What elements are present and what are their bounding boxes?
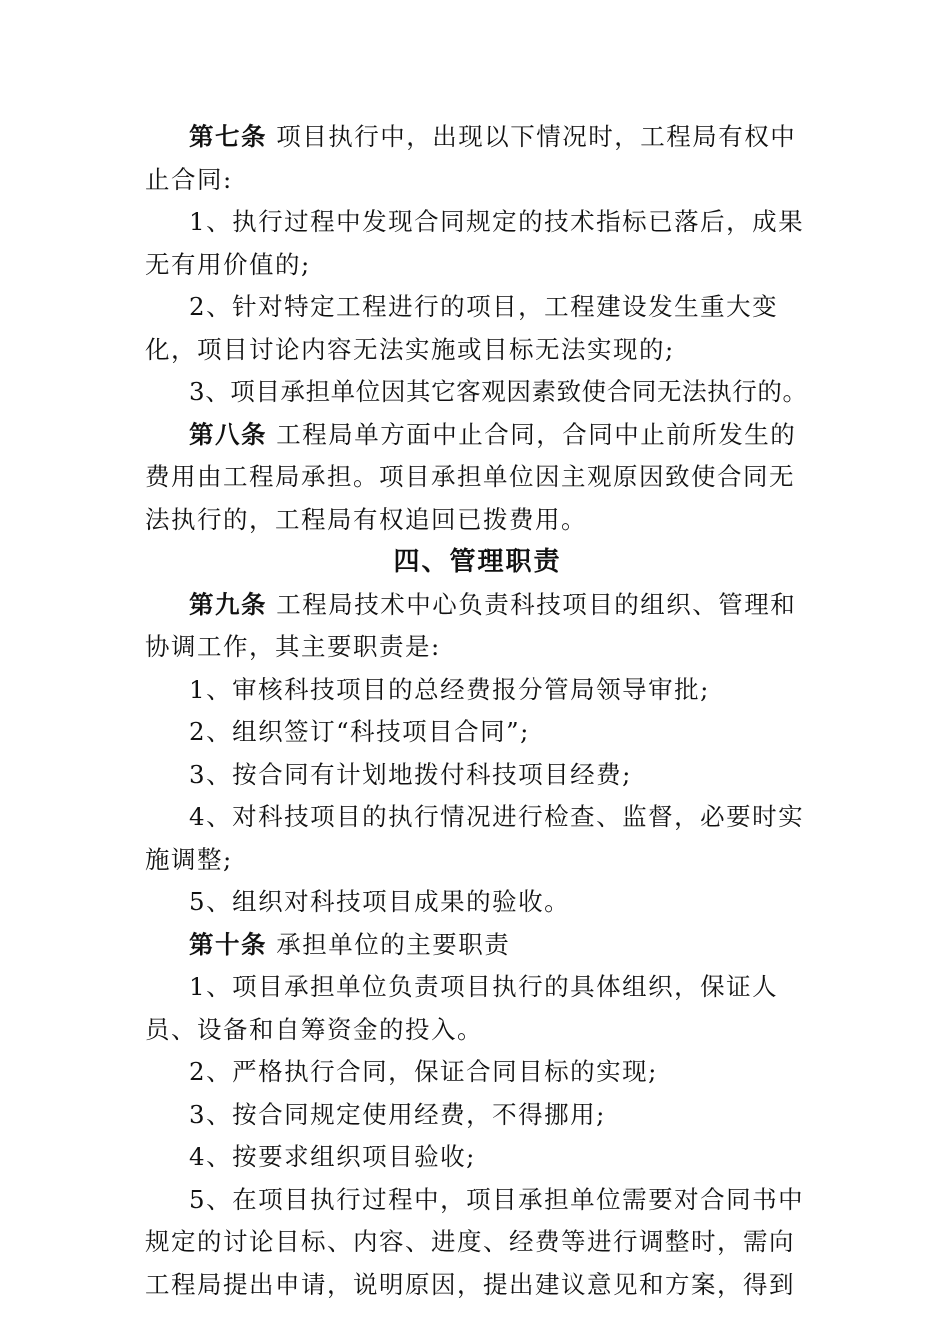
document-body: [145, 116, 810, 1306]
article-8-text: 工程局单方面中止合同，合同中止前所发生的费用由工程局承担。项目承担单位因主观原因致使合同无法执行的，工程局有权追回已拨费用。: [145, 419, 797, 534]
article-10-label: 第十条: [189, 929, 267, 959]
article-7-item-2: 2、针对特定工程进行的项目，工程建设发生重大变化，项目讨论内容无法实施或目标无法实现的;: [145, 292, 779, 364]
article-10-item-5: 5、在项目执行过程中，项目承担单位需要对合同书中规定的讨论目标、内容、进度、经费等进行调整时，需向工程局提出申请，说明原因，提出建议意见和方案，得到: [145, 1184, 805, 1299]
article-10-item-1: 1、项目承担单位负责项目执行的具体组织，保证人员、设备和自筹资金的投入。: [145, 972, 779, 1044]
article-10-paragraph: [145, 924, 810, 967]
article-9-item-4: 4、对科技项目的执行情况进行检查、监督，必要时实施调整;: [145, 802, 805, 874]
article-10-item-4: 4、按要求组织项目验收;: [189, 1142, 476, 1171]
article-10-text: 承担单位的主要职责: [276, 929, 511, 959]
article-10-item-3: 3、按合同规定使用经费，不得挪用;: [189, 1099, 606, 1129]
article-9-item-1: 1、审核科技项目的总经费报分管局领导审批;: [189, 674, 710, 704]
article-9-paragraph: [145, 584, 810, 669]
article-9-item-3: 3、按合同有计划地拨付科技项目经费;: [189, 759, 632, 789]
article-7-text: 项目执行中，出现以下情况时，工程局有权中止合同:: [145, 122, 797, 194]
article-7-label: 第七条: [189, 122, 267, 151]
section-heading-management: 四、管理职责: [393, 547, 562, 577]
article-7-item-1: 1、执行过程中发现合同规定的技术指标已落后，成果无有用价值的;: [145, 207, 805, 279]
article-9-item-5: 5、组织对科技项目成果的验收。: [189, 887, 571, 916]
article-9-label: 第九条: [189, 589, 267, 619]
article-7-item-3: 3、项目承担单位因其它客观因素致使合同无法执行的。: [189, 377, 808, 406]
article-10-item-2: 2、严格执行合同，保证合同目标的实现;: [189, 1057, 658, 1086]
article-7-paragraph: [145, 116, 810, 201]
article-9-text: 工程局技术中心负责科技项目的组织、管理和协调工作，其主要职责是:: [145, 589, 797, 661]
article-8-label: 第八条: [189, 419, 267, 449]
article-8-paragraph: [145, 414, 810, 542]
article-9-item-2: 2、组织签订“科技项目合同”;: [189, 717, 530, 746]
